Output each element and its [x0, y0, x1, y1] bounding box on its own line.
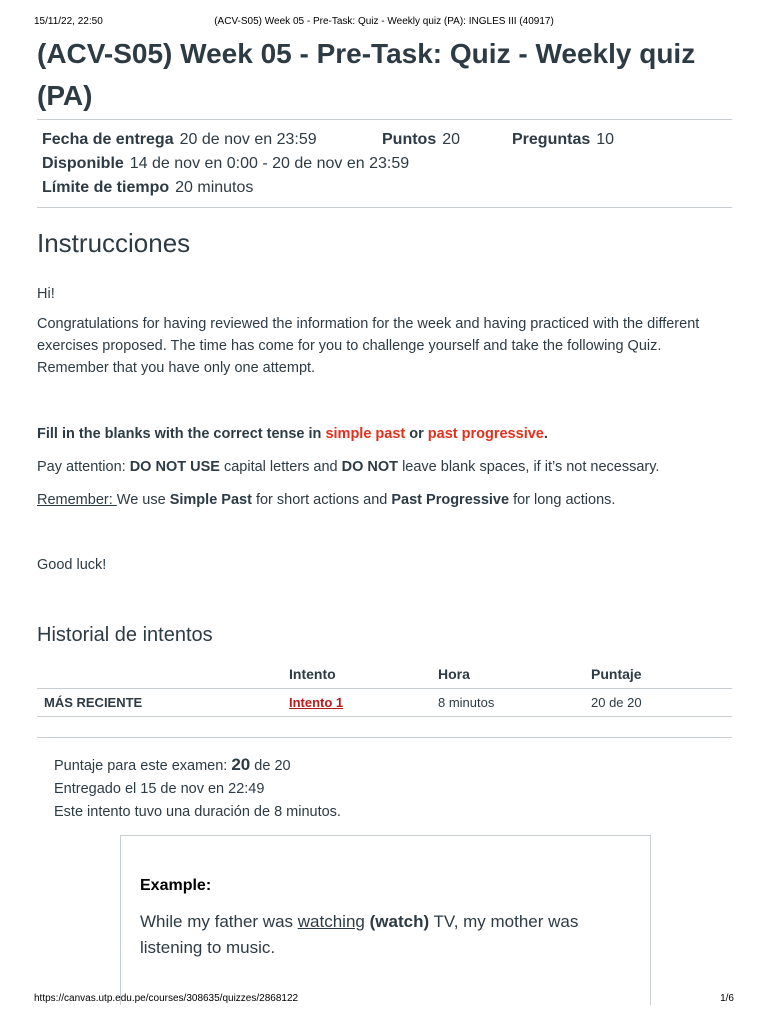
column-header-time: Hora: [438, 660, 591, 689]
print-header: [34, 16, 734, 30]
instructions-heading: Instrucciones: [37, 228, 191, 258]
attention-suffix: leave blank spaces, if it’s not necessary.: [398, 459, 660, 475]
simple-past-highlight: simple past: [325, 426, 406, 442]
column-header-score: Puntaje: [591, 660, 732, 689]
attention-note: [37, 456, 732, 478]
attempt-history-table: [37, 660, 732, 717]
do-not-use: DO NOT USE: [129, 459, 220, 475]
remember-prefix: We use: [116, 492, 170, 508]
fill-or: or: [405, 426, 428, 442]
time-limit: [42, 179, 253, 197]
column-header-blank: [37, 660, 289, 689]
instructions-intro: Congratulations for having reviewed the information for the week and having practiced with the different exercises proposed. The time has come for you to challenge yourself and take the following Quiz. Remember that you have only one attempt.: [37, 316, 700, 376]
points: [382, 131, 460, 149]
time-limit-label: Límite de tiempo: [42, 179, 170, 196]
print-timestamp: 15/11/22, 22:50: [34, 16, 103, 27]
due-date-value: 20 de nov en 23:59: [179, 131, 317, 148]
print-footer: [34, 993, 734, 1004]
remember-suffix: for long actions.: [509, 492, 616, 508]
submitted-date: Entregado el 15 de nov en 22:49: [54, 781, 265, 797]
remember-note: [37, 489, 732, 511]
fill-prefix: Fill in the blanks with the correct tense in: [37, 426, 326, 442]
fill-period: .: [543, 426, 548, 442]
score-value: 20: [231, 755, 251, 774]
table-header-row: [37, 660, 732, 689]
column-header-attempt: Intento: [289, 660, 438, 689]
available-label: Disponible: [42, 155, 124, 172]
most-recent-label: MÁS RECIENTE: [37, 689, 289, 717]
points-label: Puntos: [382, 131, 437, 148]
past-progressive-bold: Past Progressive: [391, 492, 510, 508]
remember-mid: for short actions and: [251, 492, 392, 508]
attempt-cell: [289, 689, 438, 717]
example-answer: watching: [297, 912, 365, 931]
example-label: Example:: [140, 877, 212, 894]
simple-past-bold: Simple Past: [169, 492, 252, 508]
remember-label: Remember:: [37, 492, 117, 508]
attempt-duration: Este intento tuvo una duración de 8 minutos.: [54, 804, 341, 820]
question-card: [120, 835, 651, 1005]
print-page-number: 1/6: [720, 993, 734, 1004]
availability: [42, 155, 409, 173]
quiz-title: (ACV-S05) Week 05 - Pre-Task: Quiz - Weekly quiz (PA): [37, 38, 696, 111]
score-line: [54, 755, 291, 775]
due-date: [42, 131, 317, 149]
example-suffix: TV, my mother was listening to music.: [140, 912, 579, 957]
past-progressive-highlight: past progressive: [427, 426, 544, 442]
print-url: https://canvas.utp.edu.pe/courses/308635/quizzes/2868122: [34, 993, 299, 1004]
fill-instruction: [37, 423, 732, 445]
questions-label: Preguntas: [512, 131, 591, 148]
due-date-label: Fecha de entrega: [42, 131, 174, 148]
available-value: 14 de nov en 0:00 - 20 de nov en 23:59: [129, 155, 410, 172]
time-limit-value: 20 minutos: [175, 179, 254, 196]
attempt-score: 20 de 20: [591, 689, 732, 717]
attempt-time: 8 minutos: [438, 689, 591, 717]
score-prefix: Puntaje para este examen:: [54, 758, 232, 774]
questions-value: 10: [596, 131, 615, 148]
example-sentence: [140, 909, 630, 961]
example-prefix: While my father was: [140, 912, 298, 931]
quiz-details: [37, 119, 732, 208]
example-hint: (watch): [369, 912, 430, 931]
attention-mid: capital letters and: [219, 459, 342, 475]
history-heading: Historial de intentos: [37, 624, 213, 646]
points-value: 20: [442, 131, 461, 148]
attempt-link[interactable]: Intento 1: [289, 695, 344, 710]
print-page-title: (ACV-S05) Week 05 - Pre-Task: Quiz - Weekly quiz (PA): INGLES III (40917): [214, 16, 554, 27]
score-suffix: de 20: [250, 758, 291, 774]
do-not: DO NOT: [341, 459, 399, 475]
instructions-greeting: Hi!: [37, 286, 55, 302]
good-luck: Good luck!: [37, 557, 107, 573]
table-row: [37, 689, 732, 717]
attention-prefix: Pay attention:: [37, 459, 130, 475]
questions-count: [512, 131, 614, 149]
